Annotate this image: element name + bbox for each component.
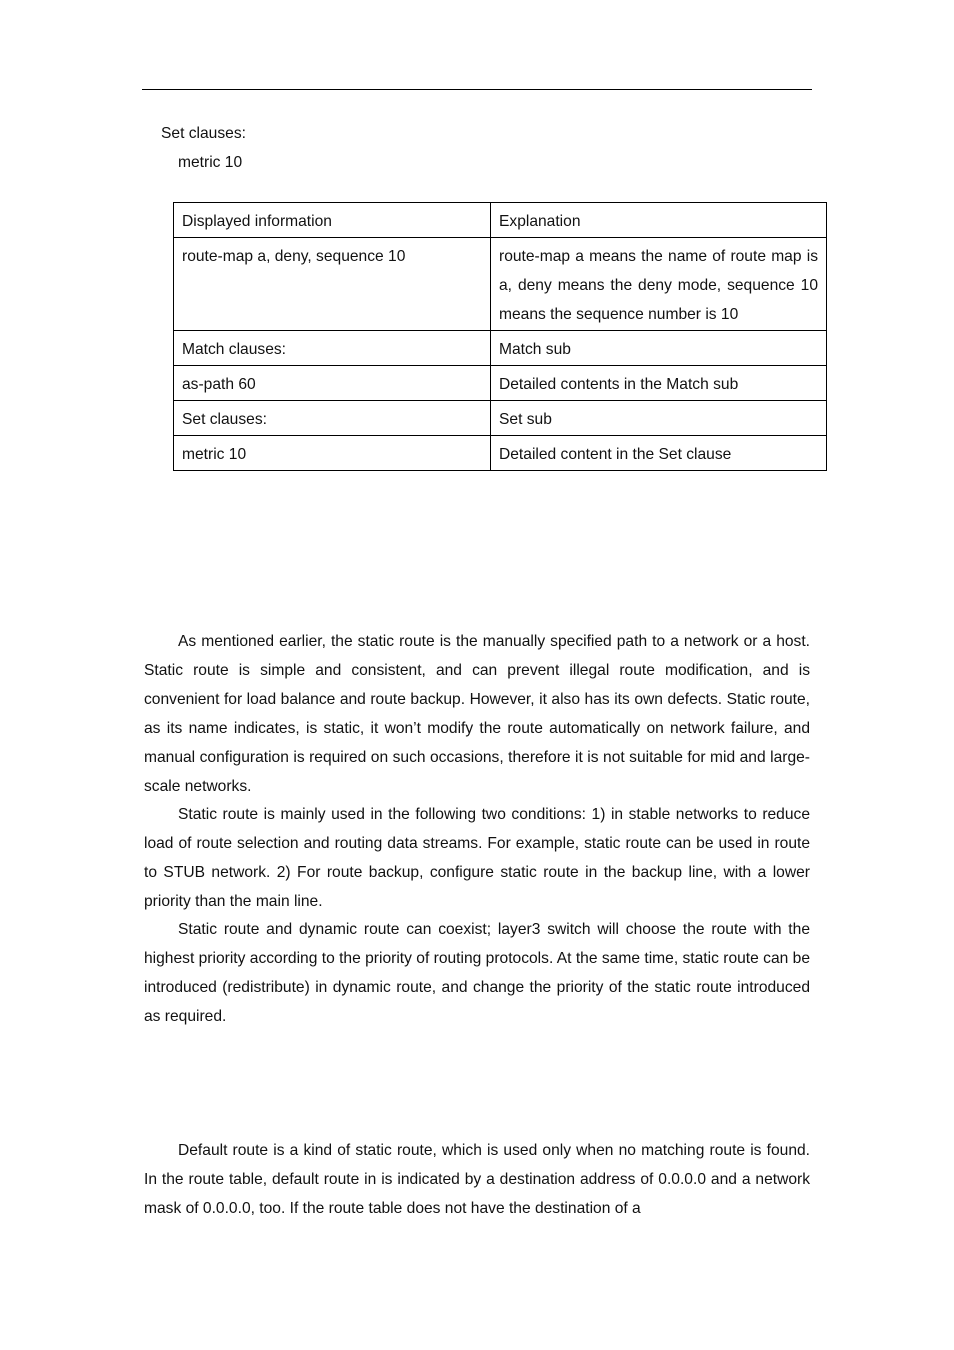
table-row — [174, 331, 827, 366]
table-header-cell: Displayed information — [174, 203, 491, 238]
table-header-row — [174, 203, 827, 238]
table-cell: route-map a, deny, sequence 10 — [174, 238, 491, 331]
table-cell: Match sub — [491, 331, 827, 366]
paragraph-static-route-intro: As mentioned earlier, the static route is the manually specified path to a network or a host. Static route is simple and consistent, and can prevent illegal route modification, and is convenient for load balance and route backup. However, it also has its own defects. Static route, as its name indicates, is static, it won’t modify the route automatically on network failure, and manual configuration is required on such occasions, therefore it is not suitable for mid and large-scale networks. — [144, 633, 810, 795]
paragraph-default-route: Default route is a kind of static route, which is used only when no matching route is found. In the route table, default route in is indicated by a destination address of 0.0.0.0 and a network mask of 0.0.0.0, too. If the route table does not have the destination of a — [144, 1142, 810, 1217]
info-table — [173, 202, 827, 471]
code-line-metric: metric 10 — [178, 154, 243, 171]
table-cell: Set sub — [491, 401, 827, 436]
table-header-cell: Explanation — [491, 203, 827, 238]
table-cell: metric 10 — [174, 436, 491, 471]
paragraph-static-dynamic-coexist: Static route and dynamic route can coexist; layer3 switch will choose the route with the highest priority according to the priority of routing protocols. At the same time, static route can be introduced (redistribute) in dynamic route, and change the priority of the static route introduced as required. — [144, 921, 810, 1025]
header-rule — [142, 89, 812, 90]
table-cell: Match clauses: — [174, 331, 491, 366]
table-cell: as-path 60 — [174, 366, 491, 401]
table-row — [174, 436, 827, 471]
table-cell: Set clauses: — [174, 401, 491, 436]
table-row — [174, 238, 827, 331]
table-cell: Detailed content in the Set clause — [491, 436, 827, 471]
table-row — [174, 366, 827, 401]
paragraph-static-route-usage: Static route is mainly used in the following two conditions: 1) in stable networks to reduce load of route selection and routing data streams. For example, static route can be used in route to STUB network. 2) For route backup, configure static route in the backup line, with a lower priority than the main line. — [144, 806, 810, 910]
code-line-set-clauses: Set clauses: — [161, 125, 246, 142]
table-cell: route-map a means the name of route map is a, deny means the deny mode, sequence 10 means the sequence number is 10 — [491, 238, 827, 331]
table-cell: Detailed contents in the Match sub — [491, 366, 827, 401]
table-row — [174, 401, 827, 436]
